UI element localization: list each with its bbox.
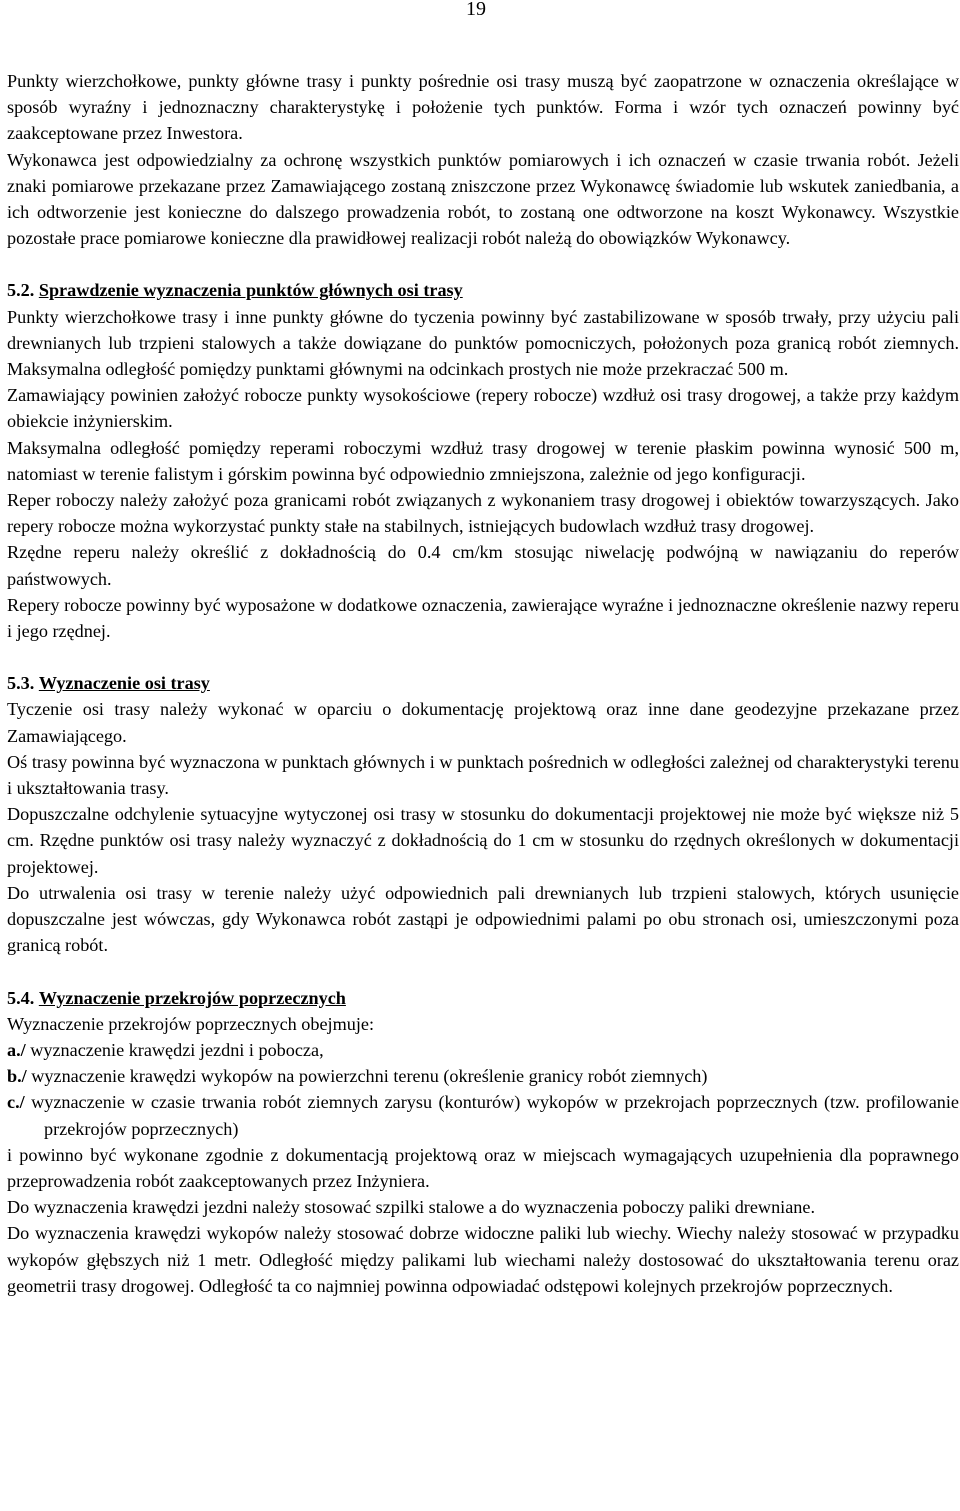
section-heading-5-2 xyxy=(7,277,959,303)
list-item-text: wyznaczenie w czasie trwania robót ziemnych zarysu (konturów) wykopów w przekrojach poprzecznych (tzw. profilowanie przekrojów poprzecznych) xyxy=(24,1092,959,1139)
document-body xyxy=(7,68,959,1299)
section-5-4-paragraph: i powinno być wykonane zgodnie z dokumentacją projektową oraz w miejscach wymagających uzupełnienia dla poprawnego przeprowadzenia robót zaakceptowanych przez Inżyniera. xyxy=(7,1144,959,1191)
section-5-3-paragraph: Dopuszczalne odchylenie sytuacyjne wytyczonej osi trasy w stosunku do dokumentacji projektowej nie może być większe niż 5 cm. Rzędne punktów osi trasy należy wyznaczyć z dokładnością do 1 cm w stosunku do rzędnych określonych w dokumentacji projektowej. xyxy=(7,804,959,877)
section-5-2-paragraph: Maksymalna odległość pomiędzy reperami roboczymi wzdłuż trasy drogowej w terenie płaskim powinna wynosić 500 m, natomiast w terenie falistym i górskim powinna być odpowiednio zmniejszona, zależnie od jego konfiguracji. xyxy=(7,437,959,484)
section-5-3-paragraph: Do utrwalenia osi trasy w terenie należy użyć odpowiednich pali drewnianych lub trzpieni stalowych, których usunięcie dopuszczalne jest wówczas, gdy Wykonawca robót zastąpi je odpowiednimi palami po obu stronach osi, umieszczonymi poza granicą robót. xyxy=(7,882,959,956)
section-5-2-paragraph: Zamawiający powinien założyć robocze punkty wysokościowe (repery robocze) wzdłuż osi trasy drogowej, a także przy każdym obiekcie inżynierskim. xyxy=(7,385,959,432)
paragraph-protection: Wykonawca jest odpowiedzialny za ochronę wszystkich punktów pomiarowych i ich oznaczeń w czasie trwania robót. Jeżeli znaki pomiarowe przekazane przez Zamawiającego zostaną zniszczone przez Wykonawcę świadomie lub wskutek zaniedbania, a ich odtworzenie jest konieczne do dalszego prowadzenia robót, to zostaną one odtworzone na koszt Wykonawcy. Wszystkie pozostałe prace pomiarowe konieczne dla prawidłowej realizacji robót należą do obowiązków Wykonawcy. xyxy=(7,149,959,249)
section-number: 5.4. xyxy=(7,987,35,1008)
list-item-b xyxy=(7,1063,959,1089)
section-title: Sprawdzenie wyznaczenia punktów głównych osi trasy xyxy=(38,280,463,301)
section-heading-5-3 xyxy=(7,670,959,696)
list-item-label: b./ xyxy=(7,1066,27,1087)
section-title: Wyznaczenie osi trasy xyxy=(38,673,210,694)
section-5-4-intro: Wyznaczenie przekrojów poprzecznych obejmuje: xyxy=(7,1013,375,1034)
list-item-label: c./ xyxy=(7,1092,25,1113)
section-number: 5.3. xyxy=(7,673,35,694)
list-item-text: wyznaczenie krawędzi jezdni i pobocza, xyxy=(25,1039,324,1060)
spacer xyxy=(7,251,959,277)
section-5-2-paragraph: Repery robocze powinny być wyposażone w dodatkowe oznaczenia, zawierające wyraźne i jednoznaczne określenie nazwy reperu i jego rzędnej. xyxy=(7,594,959,642)
section-number: 5.2. xyxy=(7,280,35,301)
section-5-4-paragraph: Do wyznaczenia krawędzi wykopów należy stosować dobrze widoczne paliki lub wiechy. Wiechy należy stosować w przypadku wykopów głębszych niż 1 metr. Odległość między palikami lub wiechami należy dostosować do ukształtowania terenu oraz geometrii trasy drogowej. Odległość ta co najmniej powinna odpowiadać odstępowi kolejnych przekrojów poprzecznych. xyxy=(7,1223,959,1296)
section-5-2-paragraph: Reper roboczy należy założyć poza granicami robót związanych z wykonaniem trasy drogowej i obiektów towarzyszących. Jako repery robocze można wykorzystać punkty stałe na stabilnych, istniejących budowlach wzdłuż trasy drogowej. xyxy=(7,490,959,537)
section-5-2-paragraph: Punkty wierzchołkowe trasy i inne punkty główne do tyczenia powinny być zastabilizowane w sposób trwały, przy użyciu pali drewnianych lub trzpieni stalowych a także dowiązane do punktów pomocniczych, położonych poza granicą robót ziemnych. Maksymalna odległość pomiędzy punktami głównymi na odcinkach prostych nie może przekraczać 500 m. xyxy=(7,306,959,380)
spacer xyxy=(7,644,959,670)
section-heading-5-4 xyxy=(7,985,959,1011)
section-5-3-paragraph: Oś trasy powinna być wyznaczona w punktach głównych i w punktach pośrednich w odległości zależnej od charakterystyki terenu i ukształtowania trasy. xyxy=(7,751,959,799)
list-item-c xyxy=(7,1089,959,1141)
list-item-a xyxy=(7,1037,959,1063)
section-5-2-paragraph: Rzędne reperu należy określić z dokładnością do 0.4 cm/km stosując niwelację podwójną w nawiązaniu do reperów państwowych. xyxy=(7,542,959,589)
section-title: Wyznaczenie przekrojów poprzecznych xyxy=(38,987,346,1008)
section-5-3-paragraph: Tyczenie osi trasy należy wykonać w oparciu o dokumentację projektową oraz inne dane geodezyjne przekazane przez Zamawiającego. xyxy=(7,699,959,746)
spacer xyxy=(7,959,959,985)
section-5-4-paragraph: Do wyznaczenia krawędzi jezdni należy stosować szpilki stalowe a do wyznaczenia poboczy paliki drewniane. xyxy=(7,1197,816,1218)
list-item-text: wyznaczenie krawędzi wykopów na powierzchni terenu (określenie granicy robót ziemnych) xyxy=(26,1066,708,1087)
list-item-label: a./ xyxy=(7,1039,26,1060)
page-number: 19 xyxy=(466,0,486,20)
paragraph-markers: Punkty wierzchołkowe, punkty główne trasy i punkty pośrednie osi trasy muszą być zaopatrzone w oznaczenia określające w sposób wyraźny i jednoznaczny charakterystykę i położenie tych punktów. Forma i wzór tych oznaczeń powinny być zaakceptowane przez Inwestora. xyxy=(7,71,959,144)
